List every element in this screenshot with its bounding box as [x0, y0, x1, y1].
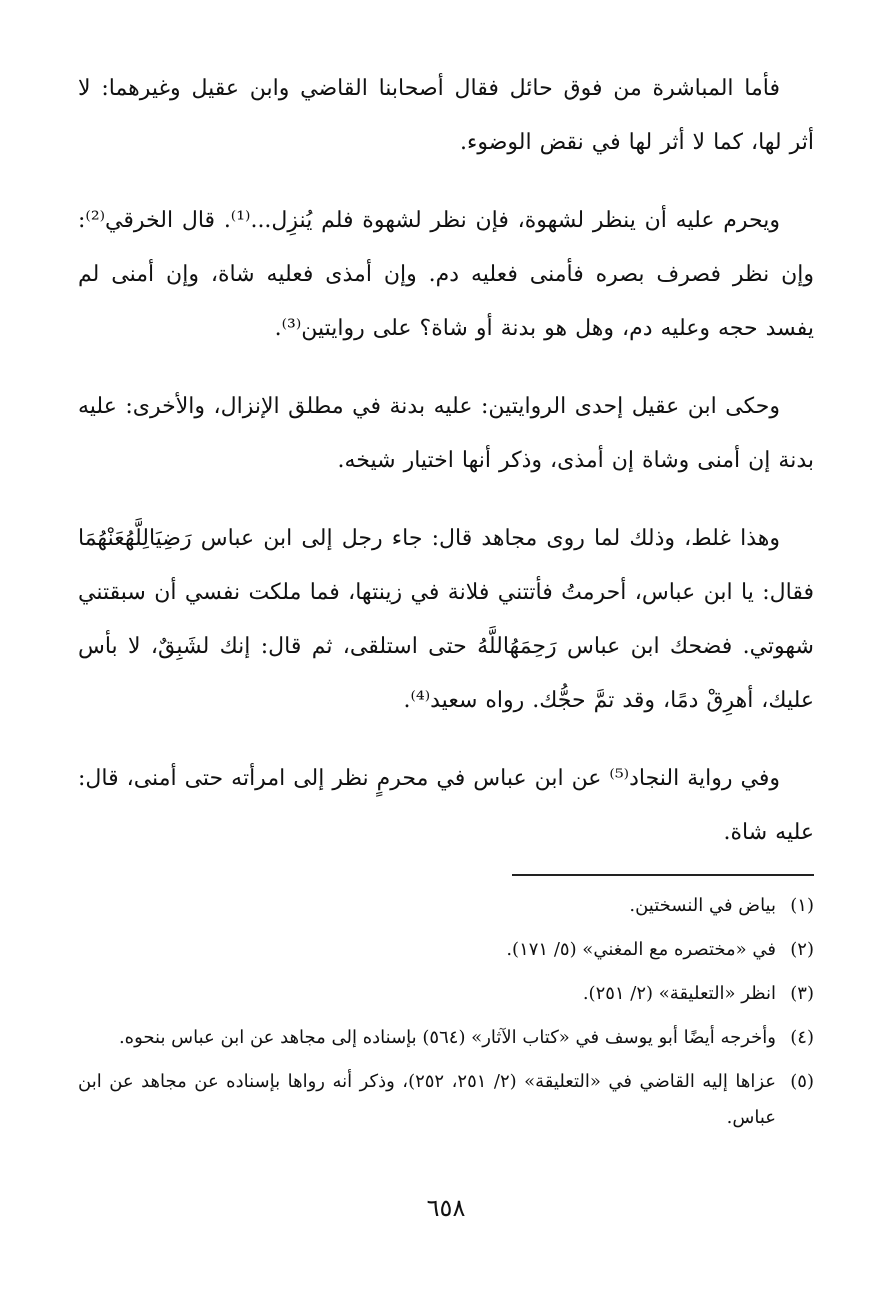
footnote-divider	[512, 874, 814, 876]
paragraph-4: وهذا غلط، وذلك لما روى مجاهد قال: جاء رجل إلى ابن عباس رَضِيَالِلَّهُعَنْهُمَا فقال: يا ابن عباس، أحرمتُ فأتتني فلانة في زينتها، فما ملكت نفسي أن سبقتني شهوتي. فضحك ابن عباس رَحِمَهُاللَّهُ حتى استلقى، ثم قال: إنك لشَبِقٌ، لا بأس عليك، أهرِقْ دمًا، وقد تمَّ حجُّك. رواه سعيد⁽⁴⁾.	[78, 526, 814, 713]
footnote-3	[78, 976, 814, 1012]
page-number: ٦٥٨	[426, 1194, 466, 1222]
footnote-number: (٤)	[790, 1027, 814, 1048]
footnote-2	[78, 932, 814, 968]
footnote-text: وأخرجه أيضًا أبو يوسف في «كتاب الآثار» (٥٦٤) بإسناده إلى مجاهد عن ابن عباس بنحوه.	[118, 1027, 776, 1048]
paragraph-2: ويحرم عليه أن ينظر لشهوة، فإن نظر لشهوة فلم يُنزِل...⁽¹⁾. قال الخرقي⁽²⁾: وإن نظر فصرف بصره فأمنى فعليه دم. وإن أمذى فعليه شاة، وإن أمنى لم يفسد حجه وعليه دم، وهل هو بدنة أو شاة؟ على روايتين⁽³⁾.	[78, 208, 814, 341]
paragraph-3: وحكى ابن عقيل إحدى الروايتين: عليه بدنة في مطلق الإنزال، والأخرى: عليه بدنة إن أمنى وشاة إن أمذى، وذكر أنها اختيار شيخه.	[78, 394, 814, 473]
footnote-text: بياض في النسختين.	[629, 895, 776, 916]
footnote-number: (٣)	[790, 983, 814, 1004]
footnote-5	[78, 1064, 814, 1136]
footnote-number: (٢)	[790, 939, 814, 960]
footnote-text: انظر «التعليقة» (٢/ ٢٥١).	[582, 983, 776, 1004]
paragraph-1: فأما المباشرة من فوق حائل فقال أصحابنا القاضي وابن عقيل وغيرهما: لا أثر لها، كما لا أثر لها في نقض الوضوء.	[78, 76, 814, 155]
footnote-1	[78, 888, 814, 924]
footnote-text: عزاها إليه القاضي في «التعليقة» (٢/ ٢٥١، ٢٥٢)، وذكر أنه رواها بإسناده عن مجاهد عن ابن عباس.	[78, 1071, 777, 1128]
footnote-number: (٥)	[790, 1071, 814, 1092]
footnote-number: (١)	[790, 895, 814, 916]
footnote-4	[78, 1020, 814, 1056]
paragraph-5: وفي رواية النجاد⁽⁵⁾ عن ابن عباس في محرمٍ نظر إلى امرأته حتى أمنى، قال: عليه شاة.	[78, 766, 814, 845]
footnotes	[78, 888, 814, 1144]
main-text	[78, 62, 814, 884]
footnote-text: في «مختصره مع المغني» (٥/ ١٧١).	[506, 939, 776, 960]
